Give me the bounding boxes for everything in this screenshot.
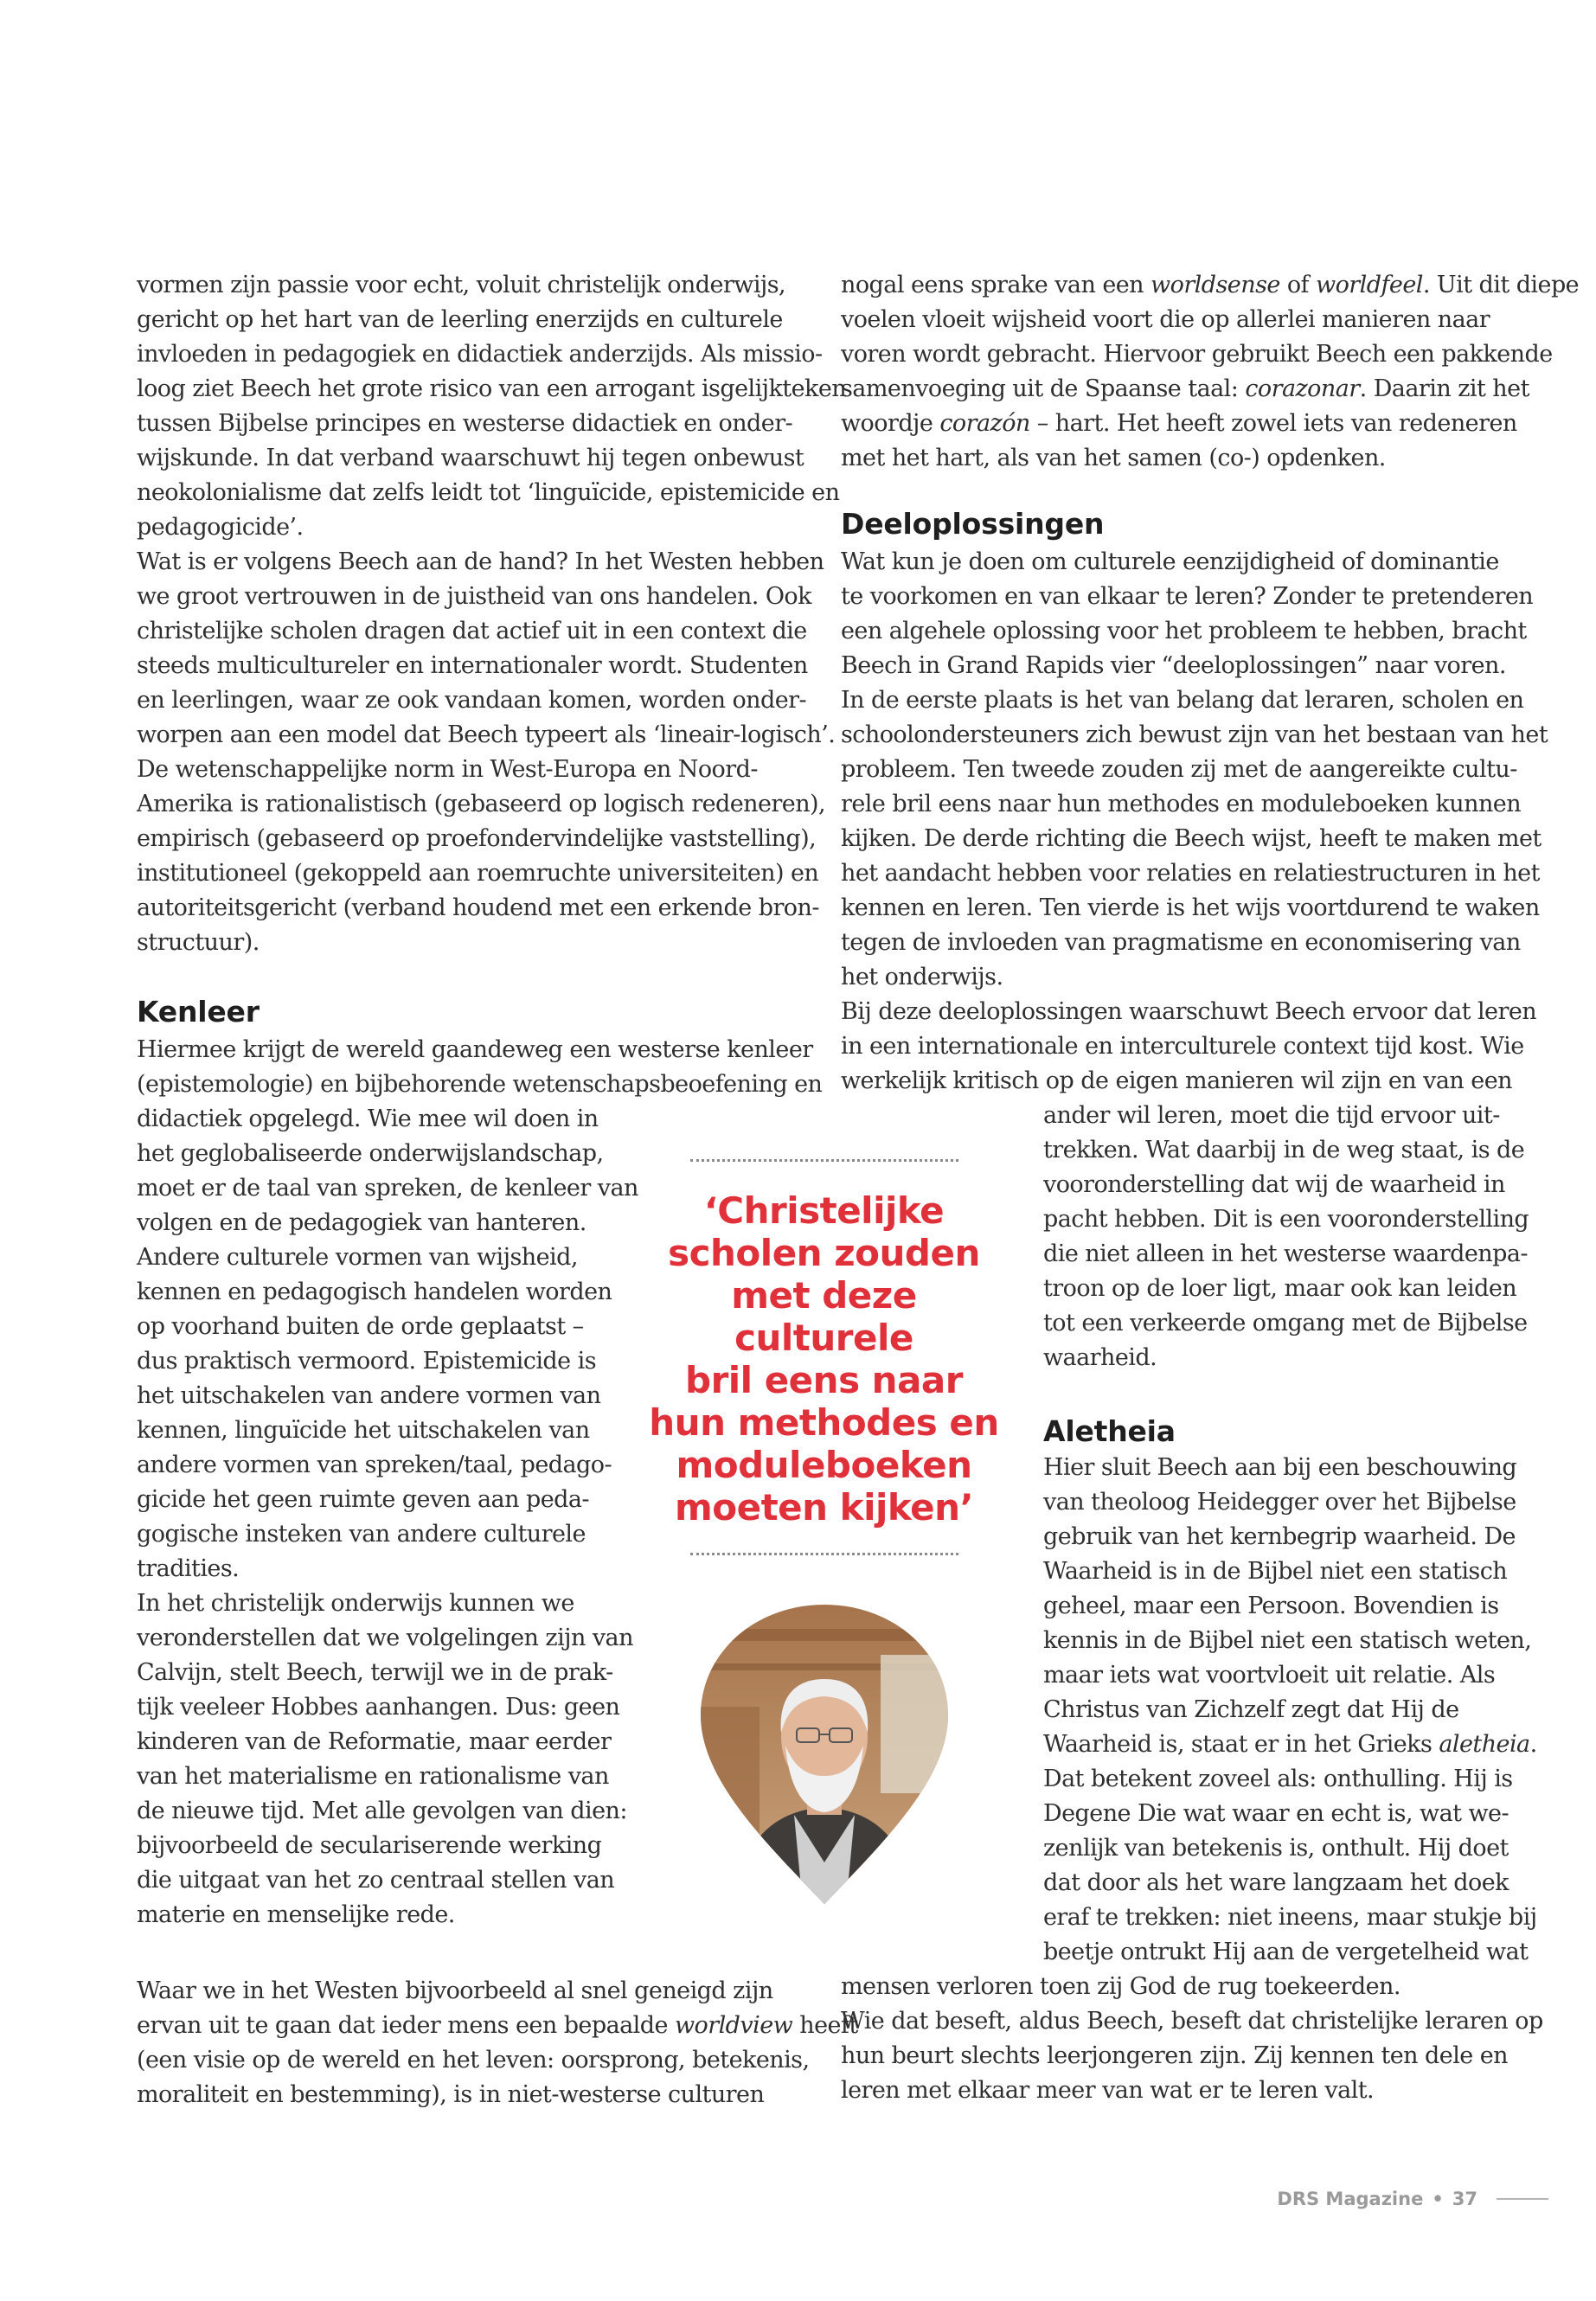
body-line: het onderwijs. xyxy=(841,964,1003,990)
footer-bullet: • xyxy=(1432,2189,1444,2209)
body-line: pedagogicide’. xyxy=(137,514,304,541)
body-line: beetje ontrukt Hij aan de vergetelheid wat xyxy=(1043,1939,1529,1965)
body-line: voelen vloeit wijsheid voort die op allerlei manieren naar xyxy=(841,306,1490,333)
pull-quote-line: ‘Christelijke xyxy=(703,1189,945,1232)
body-line: wijskunde. In dat verband waarschuwt hij tegen onbewust xyxy=(137,445,804,471)
body-line: gericht op het hart van de leerling enerzijds en culturele xyxy=(137,306,783,333)
body-line: te voorkomen en van elkaar te leren? Zonder te pretenderen xyxy=(841,583,1534,610)
body-line: vormen zijn passie voor echt, voluit christelijk onderwijs, xyxy=(137,272,786,298)
body-line: de nieuwe tijd. Met alle gevolgen van dien: xyxy=(137,1798,627,1824)
body-line: Andere culturele vormen van wijsheid, xyxy=(137,1244,578,1271)
pull-quote-line: bril eens naar xyxy=(685,1359,963,1401)
body-line: pacht hebben. Dit is een vooronderstelling xyxy=(1043,1206,1529,1233)
body-line: veronderstellen dat we volgelingen zijn van xyxy=(137,1625,633,1651)
body-line: Wat kun je doen om culturele eenzijdigheid of dominantie xyxy=(841,548,1499,575)
body-line: Calvijn, stelt Beech, terwijl we in de prak- xyxy=(137,1659,613,1686)
body-line: dus praktisch vermoord. Epistemicide is xyxy=(137,1348,596,1375)
body-line: kinderen van de Reformatie, maar eerder xyxy=(137,1728,612,1755)
body-line: In het christelijk onderwijs kunnen we xyxy=(137,1590,574,1617)
body-line: Wat is er volgens Beech aan de hand? In het Westen hebben xyxy=(137,548,824,575)
body-line: institutioneel (gekoppeld aan roemruchte universiteiten) en xyxy=(137,860,819,887)
body-line: rele bril eens naar hun methodes en moduleboeken kunnen xyxy=(841,791,1522,817)
pull-quote-line: met deze culturele xyxy=(731,1274,917,1359)
body-line: worpen aan een model dat Beech typeert als ‘lineair-logisch’. xyxy=(137,721,836,748)
body-line: bijvoorbeeld de seculariserende werking xyxy=(137,1832,602,1859)
body-line: met het hart, als van het samen (co-) opdenken. xyxy=(841,445,1386,471)
body-line: werkelijk kritisch op de eigen manieren wil zijn en van een xyxy=(841,1067,1512,1094)
body-line: (epistemologie) en bijbehorende wetenschapsbeoefening en xyxy=(137,1071,823,1098)
body-line: Beech in Grand Rapids vier “deeloplossingen” naar voren. xyxy=(841,652,1506,679)
text-run: woordje xyxy=(841,410,940,437)
body-line: loog ziet Beech het grote risico van een arrogant isgelijkteken xyxy=(137,375,847,402)
text-run: Waarheid is, staat er in het Grieks xyxy=(1043,1731,1439,1758)
body-line: volgen en de pedagogiek van hanteren. xyxy=(137,1209,586,1236)
body-line: het aandacht hebben voor relaties en relatiestructuren in het xyxy=(841,860,1540,887)
body-line: kennen, linguïcide het uitschakelen van xyxy=(137,1417,590,1444)
text-run: ervan uit te gaan dat ieder mens een bepaalde xyxy=(137,2012,675,2039)
text-run: nogal eens sprake van een xyxy=(841,272,1151,298)
quote-divider-top xyxy=(690,1159,958,1162)
pull-quote-line: moduleboeken xyxy=(676,1444,972,1486)
body-line: Hier sluit Beech aan bij een beschouwing xyxy=(1043,1454,1517,1481)
body-line: kennis in de Bijbel niet een statisch weten, xyxy=(1043,1627,1532,1654)
body-line: didactiek opgelegd. Wie mee wil doen in xyxy=(137,1106,599,1132)
body-line: materie en menselijke rede. xyxy=(137,1901,455,1928)
italic-term: worldview xyxy=(674,2012,793,2039)
body-line: Degene Die wat waar en echt is, wat we- xyxy=(1043,1800,1509,1827)
body-line: autoriteitsgericht (verband houdend met een erkende bron- xyxy=(137,894,819,921)
body-line: empirisch (gebaseerd op proefondervindelijke vaststelling), xyxy=(137,825,817,852)
body-line: geheel, maar een Persoon. Bovendien is xyxy=(1043,1593,1499,1619)
body-line xyxy=(841,407,1517,441)
body-line: op voorhand buiten de orde geplaatst – xyxy=(137,1313,584,1340)
body-line: Christus van Zichzelf zegt dat Hij de xyxy=(1043,1696,1459,1723)
body-line: gebruik van het kernbegrip waarheid. De xyxy=(1043,1523,1516,1550)
body-line: die uitgaat van het zo centraal stellen van xyxy=(137,1867,615,1894)
body-line: in een internationale en interculturele context tijd kost. Wie xyxy=(841,1033,1524,1060)
portrait-photo xyxy=(699,1603,950,1906)
body-line: schoolondersteuners zich bewust zijn van het bestaan van het xyxy=(841,721,1548,748)
section-heading-deeloplossingen: Deeloplossingen xyxy=(841,507,1105,541)
page-footer xyxy=(1277,2189,1548,2209)
body-line: (een visie op de wereld en het leven: oorsprong, betekenis, xyxy=(137,2047,810,2073)
body-line: gogische insteken van andere culturele xyxy=(137,1521,586,1548)
body-line: vooronderstelling dat wij de waarheid in xyxy=(1043,1171,1505,1198)
body-line: dat door als het ware langzaam het doek xyxy=(1043,1869,1509,1896)
body-line: In de eerste plaats is het van belang dat leraren, scholen en xyxy=(841,687,1524,714)
body-line: tijk veeleer Hobbes aanhangen. Dus: geen xyxy=(137,1694,620,1721)
body-line: mensen verloren toen zij God de rug toekeerden. xyxy=(841,1973,1401,2000)
body-line xyxy=(1043,1727,1537,1762)
body-line xyxy=(841,372,1529,407)
body-line: Wie dat beseft, aldus Beech, beseft dat christelijke leraren op xyxy=(841,2008,1543,2035)
body-line: het uitschakelen van andere vormen van xyxy=(137,1382,601,1409)
body-line: hun beurt slechts leerjongeren zijn. Zij kennen ten dele en xyxy=(841,2042,1509,2069)
body-line: van theoloog Heidegger over het Bijbelse xyxy=(1043,1489,1516,1516)
body-line: moraliteit en bestemming), is in niet-westerse culturen xyxy=(137,2081,765,2108)
body-line: tot een verkeerde omgang met de Bijbelse xyxy=(1043,1310,1528,1336)
body-line: neokolonialisme dat zelfs leidt tot ‘linguïcide, epistemicide en xyxy=(137,479,840,506)
body-line: tussen Bijbelse principes en westerse didactiek en onder- xyxy=(137,410,793,437)
body-line: kijken. De derde richting die Beech wijst, heeft te maken met xyxy=(841,825,1542,852)
body-line: voren wordt gebracht. Hiervoor gebruikt Beech een pakkende xyxy=(841,341,1553,368)
body-line: Hiermee krijgt de wereld gaandeweg een westerse kenleer xyxy=(137,1036,813,1063)
text-run: . xyxy=(1529,1731,1537,1758)
body-line: steeds multicultureler en internationaler wordt. Studenten xyxy=(137,652,808,679)
body-line: Dat betekent zoveel als: onthulling. Hij is xyxy=(1043,1766,1513,1792)
body-line: maar iets wat voortvloeit uit relatie. Als xyxy=(1043,1662,1496,1689)
body-line: van het materialisme en rationalisme van xyxy=(137,1763,609,1790)
body-line: tegen de invloeden van pragmatisme en economisering van xyxy=(841,929,1521,956)
body-line: trekken. Wat daarbij in de weg staat, is de xyxy=(1043,1137,1525,1163)
pull-quote-line: scholen zouden xyxy=(668,1232,980,1274)
body-line xyxy=(841,268,1579,303)
pull-quote-text xyxy=(640,1189,1008,1529)
body-line: tradities. xyxy=(137,1555,240,1582)
body-line: ander wil leren, moet die tijd ervoor uit- xyxy=(1043,1102,1500,1129)
page-number: 37 xyxy=(1452,2189,1477,2209)
text-run: heeft xyxy=(792,2012,858,2039)
body-line: troon op de loer ligt, maar ook kan leiden xyxy=(1043,1275,1517,1302)
body-line: het geglobaliseerde onderwijslandschap, xyxy=(137,1140,604,1167)
body-line: christelijke scholen dragen dat actief uit in een context die xyxy=(137,618,807,644)
body-line: leren met elkaar meer van wat er te leren valt. xyxy=(841,2077,1375,2104)
body-line: Waar we in het Westen bijvoorbeeld al snel geneigd zijn xyxy=(137,1977,773,2004)
italic-term: worldfeel xyxy=(1316,272,1423,298)
body-line: waarheid. xyxy=(1043,1344,1157,1371)
body-line: Bij deze deeloplossingen waarschuwt Beech ervoor dat leren xyxy=(841,998,1537,1025)
text-run: . Uit dit diepe xyxy=(1422,272,1580,298)
pull-quote-line: moeten kijken’ xyxy=(674,1486,974,1529)
section-heading-kenleer: Kenleer xyxy=(137,995,260,1029)
body-line: kennen en leren. Ten vierde is het wijs voortdurend te waken xyxy=(841,894,1540,921)
body-line: Amerika is rationalistisch (gebaseerd op logisch redeneren), xyxy=(137,791,826,817)
body-line: kennen en pedagogisch handelen worden xyxy=(137,1279,612,1305)
body-line: die niet alleen in het westerse waardenpa- xyxy=(1043,1240,1528,1267)
italic-term: corazón xyxy=(939,410,1030,437)
italic-term: corazonar xyxy=(1245,375,1360,402)
italic-term: worldsense xyxy=(1151,272,1280,298)
body-line: eraf te trekken: niet ineens, maar stukje bij xyxy=(1043,1904,1537,1931)
pull-quote-line: hun methodes en xyxy=(649,1401,999,1444)
footer-rule xyxy=(1497,2198,1548,2200)
text-run: of xyxy=(1279,272,1317,298)
quote-divider-bottom xyxy=(690,1553,958,1555)
pull-quote xyxy=(640,1159,1008,1555)
body-line: moet er de taal van spreken, de kenleer van xyxy=(137,1175,638,1202)
body-line: we groot vertrouwen in de juistheid van ons handelen. Ook xyxy=(137,583,811,610)
body-line: Waarheid is in de Bijbel niet een statisch xyxy=(1043,1558,1508,1585)
body-line: andere vormen van spreken/taal, pedago- xyxy=(137,1452,612,1478)
body-line: structuur). xyxy=(137,929,260,956)
text-run: – hart. Het heeft zowel iets van redeneren xyxy=(1029,410,1517,437)
text-run: samenvoeging uit de Spaanse taal: xyxy=(841,375,1246,402)
body-line: en leerlingen, waar ze ook vandaan komen, worden onder- xyxy=(137,687,807,714)
body-line xyxy=(137,2009,858,2043)
italic-term: aletheia xyxy=(1439,1731,1530,1758)
body-line: een algehele oplossing voor het probleem te hebben, bracht xyxy=(841,618,1527,644)
magazine-name: DRS Magazine xyxy=(1277,2189,1424,2209)
body-line: De wetenschappelijke norm in West-Europa en Noord- xyxy=(137,756,758,783)
text-run: . Daarin zit het xyxy=(1359,375,1529,402)
body-line: invloeden in pedagogiek en didactiek anderzijds. Als missio- xyxy=(137,341,823,368)
body-line: gicide het geen ruimte geven aan peda- xyxy=(137,1486,589,1513)
body-line: zenlijk van betekenis is, onthult. Hij doet xyxy=(1043,1835,1509,1862)
body-line: probleem. Ten tweede zouden zij met de aangereikte cultu- xyxy=(841,756,1517,783)
section-heading-aletheia: Aletheia xyxy=(1043,1414,1176,1448)
